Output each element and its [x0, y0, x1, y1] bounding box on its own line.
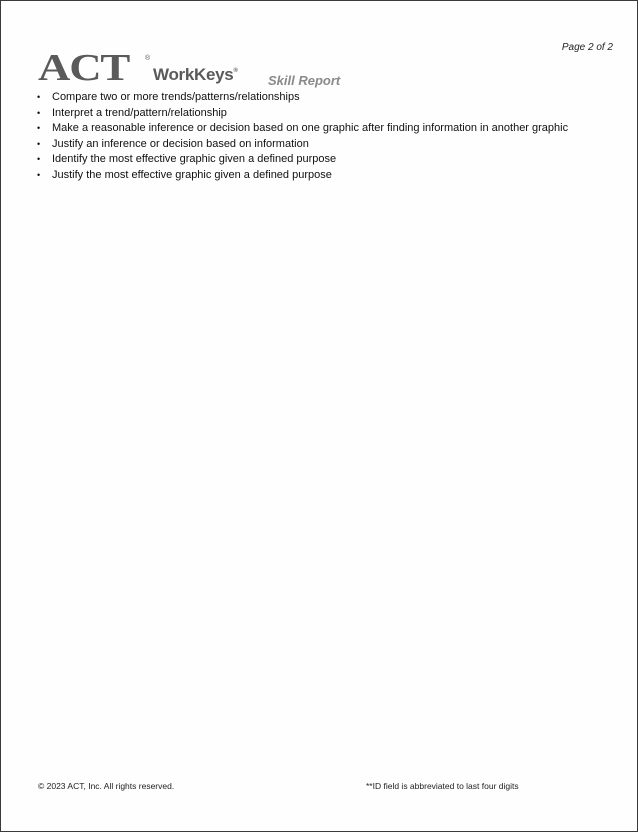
skill-list — [37, 90, 568, 184]
list-item — [37, 106, 568, 122]
registered-mark-icon: ® — [145, 55, 151, 62]
page-number: Page 2 of 2 — [561, 42, 613, 53]
bullet-icon: • — [37, 107, 41, 118]
skill-text: Justify the most effective graphic given a defined purpose — [52, 168, 332, 181]
list-item — [37, 168, 568, 184]
list-item — [37, 121, 568, 137]
skill-text: Identify the most effective graphic given a defined purpose — [52, 153, 337, 166]
skill-text: Compare two or more trends/patterns/relationships — [52, 91, 300, 103]
bullet-icon: • — [37, 92, 41, 102]
bullet-icon: • — [37, 138, 41, 149]
bullet-icon: • — [37, 169, 41, 180]
report-title: Skill Report — [268, 73, 341, 88]
registered-mark-icon: ® — [233, 68, 238, 74]
list-item — [37, 90, 568, 106]
act-logo: ACT — [38, 47, 130, 89]
report-header — [38, 47, 438, 91]
copyright-notice: © 2023 ACT, Inc. All rights reserved. — [38, 781, 175, 791]
bullet-icon: • — [37, 154, 41, 165]
list-item — [37, 152, 568, 168]
skill-text: Justify an inference or decision based on information — [52, 137, 309, 150]
id-field-note: **ID field is abbreviated to last four digits — [366, 781, 519, 791]
bullet-icon: • — [37, 123, 41, 134]
workkeys-logo — [153, 65, 238, 85]
skill-text: Make a reasonable inference or decision based on one graphic after finding information in another graphic — [52, 122, 569, 135]
workkeys-logo-text: WorkKeys — [153, 65, 234, 84]
list-item — [37, 137, 568, 153]
skill-text: Interpret a trend/pattern/relationship — [52, 106, 227, 119]
